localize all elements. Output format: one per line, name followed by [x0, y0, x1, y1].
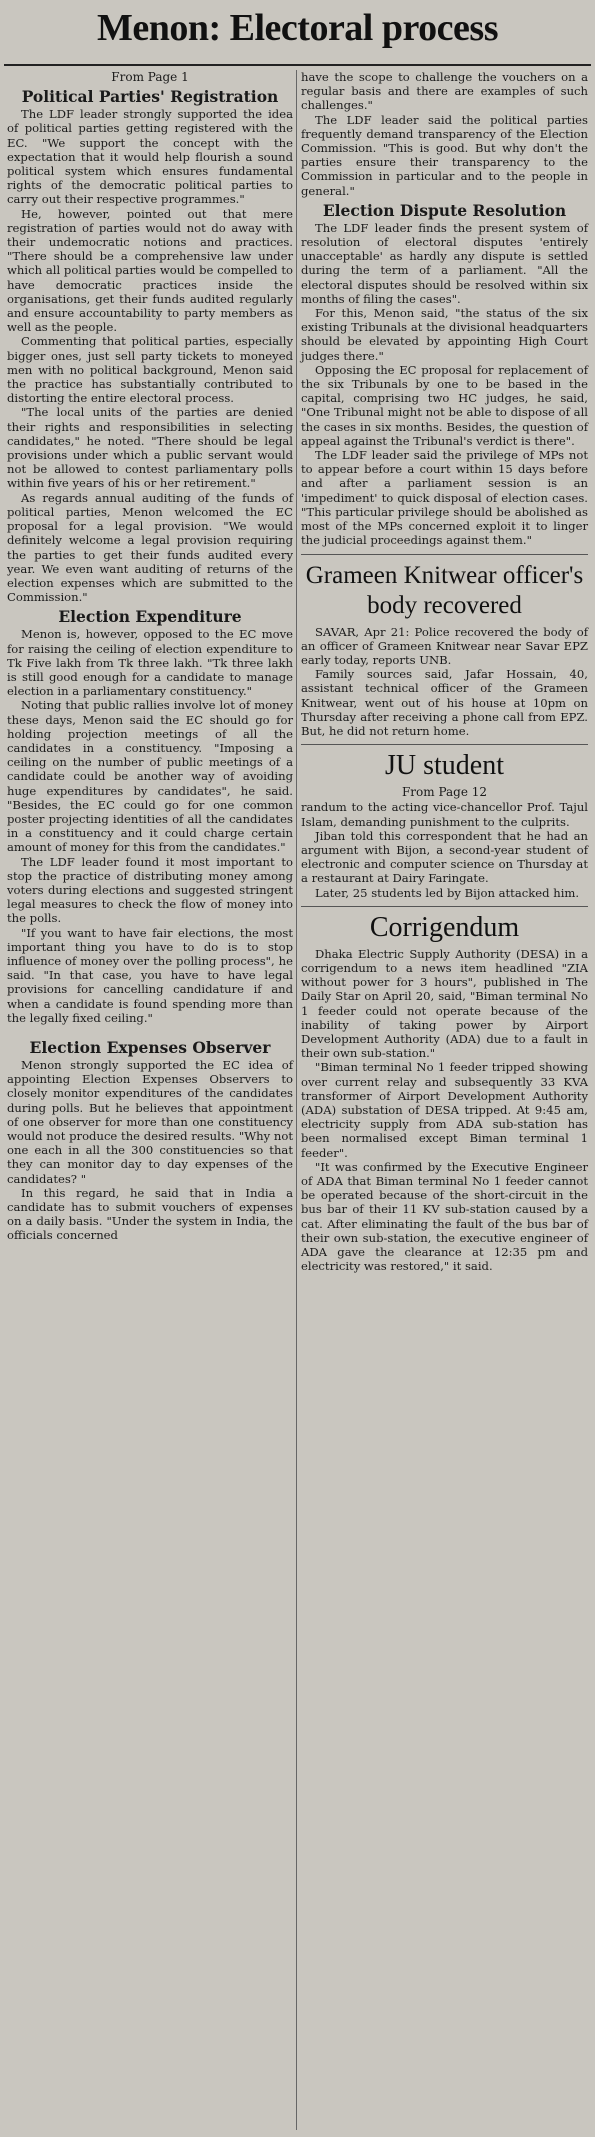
paragraph: The LDF leader said the privilege of MPs not to appear before a court within 15 days before and after a parliament session is an 'impediment' to quick disposal of election cases. "This particular privilege should be abolished as most of the MPs concerned exploit it to linger the judicial proceedings against them." [301, 448, 588, 548]
right-column [301, 70, 588, 1273]
paragraph: The LDF leader found it most important to stop the practice of distributing money among voters during elections and suggested stringent legal measures to check the flow of money into the polls. [7, 854, 293, 926]
story-divider [301, 554, 588, 555]
paragraph: SAVAR, Apr 21: Police recovered the body of an officer of Grameen Knitwear near Savar EPZ early today, reports UNB. [301, 624, 588, 667]
paragraph: "If you want to have fair elections, the most important thing you have to do is to stop influence of money over the polling process", he said. "In that case, you have to have legal provisions for cancelling candidature if and when a candidate is found spending more than the legally fixed ceiling." [7, 925, 293, 1025]
paragraph: Commenting that political parties, especially bigger ones, just sell party tickets to moneyed men with no political background, Menon said the practice has substantially contributed to distorting the entire electoral process. [7, 334, 293, 406]
paragraph: Opposing the EC proposal for replacement of the six Tribunals by one to be based in the capital, comprising two HC judges, he said, "One Tribunal might not be able to dispose of all the cases in six months. Besides, the question of appeal against the Tribunal's verdict is there". [301, 362, 588, 448]
subhead-registration: Political Parties' Registration [21, 87, 279, 107]
paragraph: The LDF leader finds the present system of resolution of electoral disputes 'entirely unacceptable' as hardly any dispute is settled during the term of a parliament. "All the electoral disputes should be resolved within six months of filing the cases". [301, 220, 588, 306]
subhead-observer: Election Expenses Observer [29, 1038, 271, 1057]
paragraph: In this regard, he said that in India a candidate has to submit vouchers of expenses on a daily basis. "Under the system in India, the officials concerned [7, 1185, 293, 1243]
paragraph: Family sources said, Jafar Hossain, 40, assistant technical officer of the Grameen Knitwear, went out of his house at 10pm on Thursday after receiving a phone call from EPZ. But, he did not return home. [301, 667, 588, 738]
headline-rule [4, 64, 591, 66]
story-divider [301, 906, 588, 907]
paragraph: He, however, pointed out that mere registration of parties would not do away with their undemocratic notions and practices. "There should be a comprehensive law under which all political parties would be compelled to have democratic practices inside the organisations, get their funds audited regularly and ensure accountability to party members as well as the people. [7, 206, 293, 335]
left-column [7, 70, 293, 1243]
paragraph: have the scope to challenge the vouchers on a regular basis and there are examples of such challenges." [301, 70, 588, 113]
story-headline-ju-student: JU student [385, 750, 504, 782]
paragraph: "It was confirmed by the Executive Engineer of ADA that Biman terminal No 1 feeder cannot be operated because of the short-circuit in the bus bar of their 11 KV sub-station caused by a cat. After eliminating the fault of the bus bar of their own sub-station, the executive engineer of ADA gave the clearance at 12:35 pm and electricity was restored," it said. [301, 1159, 588, 1274]
paragraph: randum to the acting vice-chancellor Prof. Tajul Islam, demanding punishment to the culprits. [301, 800, 588, 829]
subhead-expenditure: Election Expenditure [58, 607, 242, 627]
story-headline-knitwear: Grameen Knitwear officer's body recovered [305, 561, 584, 619]
story-headline-corrigendum: Corrigendum [369, 911, 520, 943]
paragraph: Menon strongly supported the EC idea of appointing Election Expenses Observers to closely monitor expenditures of the candidates during polls. But he believes that appointment of one observer for more than one constituency would not produce the desired results. "Why not one each in all the 300 constituencies so that they can monitor day to day expenses of the candidates? " [7, 1058, 293, 1186]
paragraph: "Biman terminal No 1 feeder tripped showing over current relay and subsequently 33 KVA transformer of Airport Development Authority (ADA) substation of DESA tripped. At 9:45 am, electricity supply from ADA sub-station has been normalised except Biman terminal 1 feeder". [301, 1060, 588, 1160]
column-divider [296, 70, 297, 2130]
continuation-note: From Page 12 [401, 785, 488, 800]
main-headline: Menon: Electoral process [97, 7, 498, 49]
paragraph: Jiban told this correspondent that he had an argument with Bijon, a second-year student of electronic and computer science on Thursday at a restaurant at Dairy Faringate. [301, 828, 588, 886]
paragraph: Noting that public rallies involve lot of money these days, Menon said the EC should go for holding projection meetings of all the candidates in a constituency. "Imposing a ceiling on the number of public meetings of a candidate could be another way of avoiding huge expenditures by candidates", he said. "Besides, the EC could go for one common poster projecting identities of all the candidates in a constituency and it could charge certain amount of money for this from the candidates." [7, 698, 293, 855]
continuation-note: From Page 1 [111, 70, 189, 84]
paragraph: The LDF leader strongly supported the idea of political parties getting registered with the EC. "We support the concept with the expectation that it would help flourish a sound political system which ensures fundamental rights of the democratic political parties to carry out their respective programmes." [7, 107, 293, 207]
paragraph: For this, Menon said, "the status of the six existing Tribunals at the divisional headquarters should be elevated by appointing High Court judges there." [301, 306, 588, 363]
paragraph: Later, 25 students led by Bijon attacked him. [315, 885, 580, 900]
paragraph: The LDF leader said the political parties frequently demand transparency of the Election Commission. "This is good. But why don't the parties ensure their transparency to the Commission in particular and to the people in general." [301, 112, 588, 198]
paragraph: Menon is, however, opposed to the EC move for raising the ceiling of election expenditure to Tk Five lakh from Tk three lakh. "Tk three lakh is still good enough for a candidate to manage election in a parliamentary constituency." [7, 627, 293, 699]
subhead-dispute: Election Dispute Resolution [322, 200, 567, 220]
paragraph: "The local units of the parties are denied their rights and responsibilities in selecting candidates," he noted. "There should be legal provisions under which a public servant would not be allowed to contest parliamentary polls within five years of his or her retirement." [7, 405, 293, 491]
paragraph: Dhaka Electric Supply Authority (DESA) in a corrigendum to a news item headlined "ZIA without power for 3 hours", published in The Daily Star on April 20, said, "Biman terminal No 1 feeder could not operate because of the inability of taking power by Airport Development Authority (ADA) due to a fault in their own sub-station." [301, 946, 588, 1061]
paragraph: As regards annual auditing of the funds of political parties, Menon welcomed the EC proposal for a legal provision. "We would definitely welcome a legal provision requiring the parties to get their funds audited every year. We even want auditing of returns of the election expenses which are submitted to the Commission." [7, 490, 293, 605]
story-divider [301, 744, 588, 745]
